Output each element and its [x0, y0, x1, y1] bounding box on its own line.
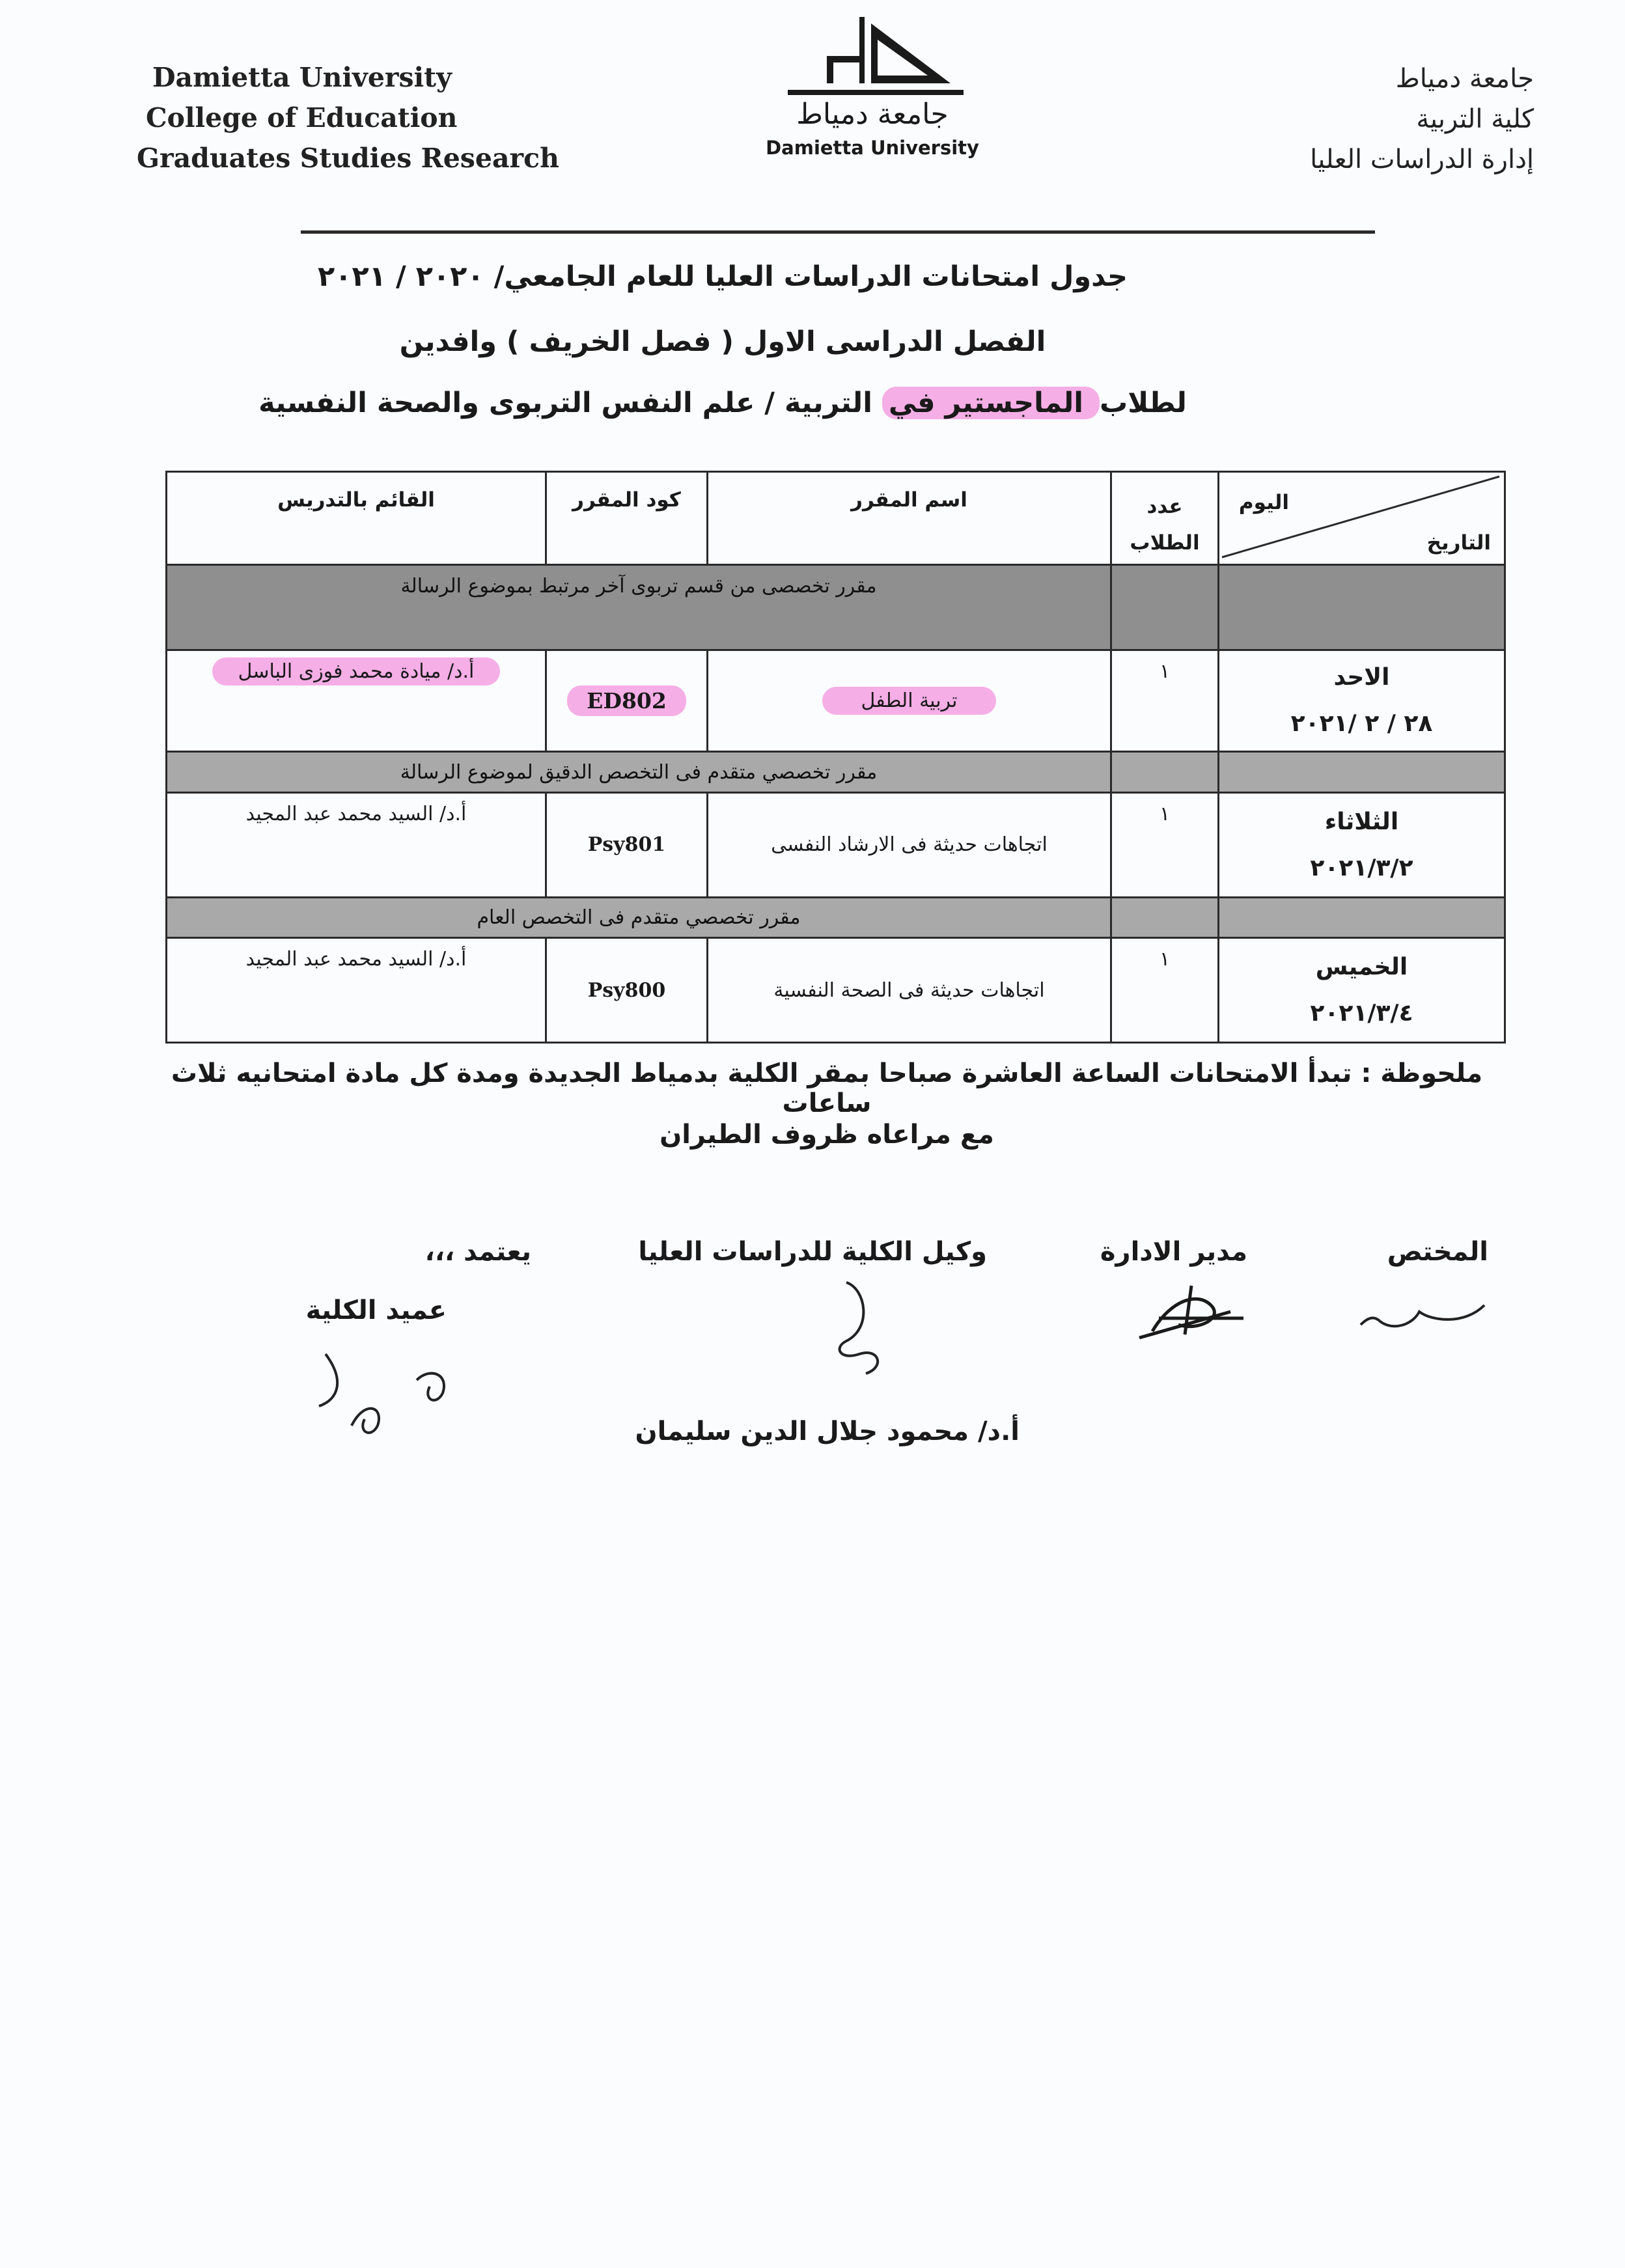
- course-code: Psy800: [546, 938, 708, 1043]
- section-row: [167, 752, 1505, 792]
- university-name-en: Damietta University: [152, 62, 452, 93]
- section-row: [167, 897, 1505, 937]
- section-row: [167, 564, 1505, 650]
- admin-director-signature: [1133, 1273, 1263, 1351]
- section-label: مقرر تخصصى من قسم تربوى آخر مرتبط بموضوع الرسالة: [167, 564, 1111, 650]
- arabic-letterhead: [1310, 59, 1534, 180]
- college-name-en: College of Education: [146, 102, 458, 133]
- program-title: [195, 387, 1250, 419]
- instructor-header: القائم بالتدريس: [167, 472, 546, 565]
- vice-dean-label: وكيل الكلية للدراسات العليا: [638, 1237, 987, 1267]
- program-title-highlight: الماجستير في: [882, 387, 1100, 419]
- day-date-cell: [1219, 650, 1505, 752]
- table-row: [167, 792, 1505, 897]
- date-header: التاريخ: [1426, 531, 1491, 555]
- program-title-prefix: لطلاب: [1099, 387, 1187, 419]
- specialist-label: المختص: [1387, 1237, 1488, 1267]
- day-value: الخميس: [1315, 954, 1408, 981]
- day-header: اليوم: [1238, 491, 1289, 514]
- day-value: الاحد: [1333, 664, 1390, 691]
- logo-text-ar: جامعة دمياط: [796, 98, 949, 131]
- instructor-cell: [167, 650, 546, 752]
- note-line-1: ملحوظة : تبدأ الامتحانات الساعة العاشرة صباحا بمقر الكلية بدمياط الجديدة ومدة كل مادة امتحانيه ثلاث ساعات: [171, 1058, 1483, 1118]
- course-code: Psy801: [546, 792, 708, 897]
- college-name-ar: كلية التربية: [1416, 104, 1534, 134]
- date-value: ٢٠٢١/٣/٤: [1310, 1000, 1413, 1027]
- course-name: اتجاهات حديثة فى الصحة النفسية: [708, 938, 1111, 1043]
- department-name-ar: إدارة الدراسات العليا: [1310, 145, 1534, 174]
- date-value: ٢٠٢١/٣/٢: [1310, 854, 1413, 881]
- approved-label: يعتمد ،،،: [424, 1237, 531, 1267]
- students-count: ١: [1111, 938, 1219, 1043]
- admin-director-label: مدير الادارة: [1100, 1237, 1247, 1267]
- instructor-name: أ.د/ ميادة محمد فوزى الباسل: [212, 657, 501, 685]
- dean-name: أ.د/ محمود جلال الدين سليمان: [635, 1417, 1020, 1446]
- logo-text-en: Damietta University: [766, 137, 979, 159]
- university-name-ar: جامعة دمياط: [1395, 64, 1534, 94]
- specialist-signature: [1354, 1286, 1497, 1344]
- day-date-cell: [1219, 792, 1505, 897]
- document-title: جدول امتحانات الدراسات العليا للعام الجامعي/ ٢٠٢٠ / ٢٠٢١: [318, 260, 1128, 293]
- section-label: مقرر تخصصي متقدم فى التخصص العام: [167, 897, 1111, 937]
- course-name: تربية الطفل: [822, 687, 997, 715]
- course-code-header: كود المقرر: [546, 472, 708, 565]
- table-row: [167, 650, 1505, 752]
- course-code: ED802: [567, 685, 686, 716]
- course-name: اتجاهات حديثة فى الارشاد النفسى: [708, 792, 1111, 897]
- course-code-cell: [546, 650, 708, 752]
- date-value: ٢٨ / ٢ /٢٠٢١: [1290, 710, 1433, 738]
- students-count: ١: [1111, 650, 1219, 752]
- dean-signature: [312, 1341, 482, 1439]
- students-count: ١: [1111, 792, 1219, 897]
- course-name-header: اسم المقرر: [708, 472, 1111, 565]
- section-label: مقرر تخصصي متقدم فى التخصص الدقيق لموضوع الرسالة: [167, 752, 1111, 792]
- header-divider: [301, 230, 1375, 234]
- instructor-name: أ.د/ السيد محمد عبد المجيد: [167, 792, 546, 897]
- semester-title: الفصل الدراسى الاول ( فصل الخريف ) وافدين: [399, 325, 1046, 358]
- day-date-cell: [1219, 938, 1505, 1043]
- day-value: الثلاثاء: [1324, 808, 1399, 835]
- english-letterhead: [137, 57, 559, 178]
- course-name-cell: [708, 650, 1111, 752]
- exam-schedule-table: [165, 471, 1506, 1044]
- instructor-name: أ.د/ السيد محمد عبد المجيد: [167, 938, 546, 1043]
- table-header-row: [167, 472, 1505, 565]
- department-name-en: Graduates Studies Research: [137, 143, 559, 174]
- vice-dean-signature: [820, 1276, 898, 1387]
- students-header: عدد الطلاب: [1111, 472, 1219, 565]
- table-row: [167, 938, 1505, 1043]
- note-line-2: مع مراعاه ظروف الطيران: [660, 1120, 994, 1150]
- program-title-suffix: التربية / علم النفس التربوى والصحة النفسية: [258, 387, 882, 419]
- dean-label: عميد الكلية: [305, 1295, 447, 1325]
- day-date-header: [1219, 472, 1505, 565]
